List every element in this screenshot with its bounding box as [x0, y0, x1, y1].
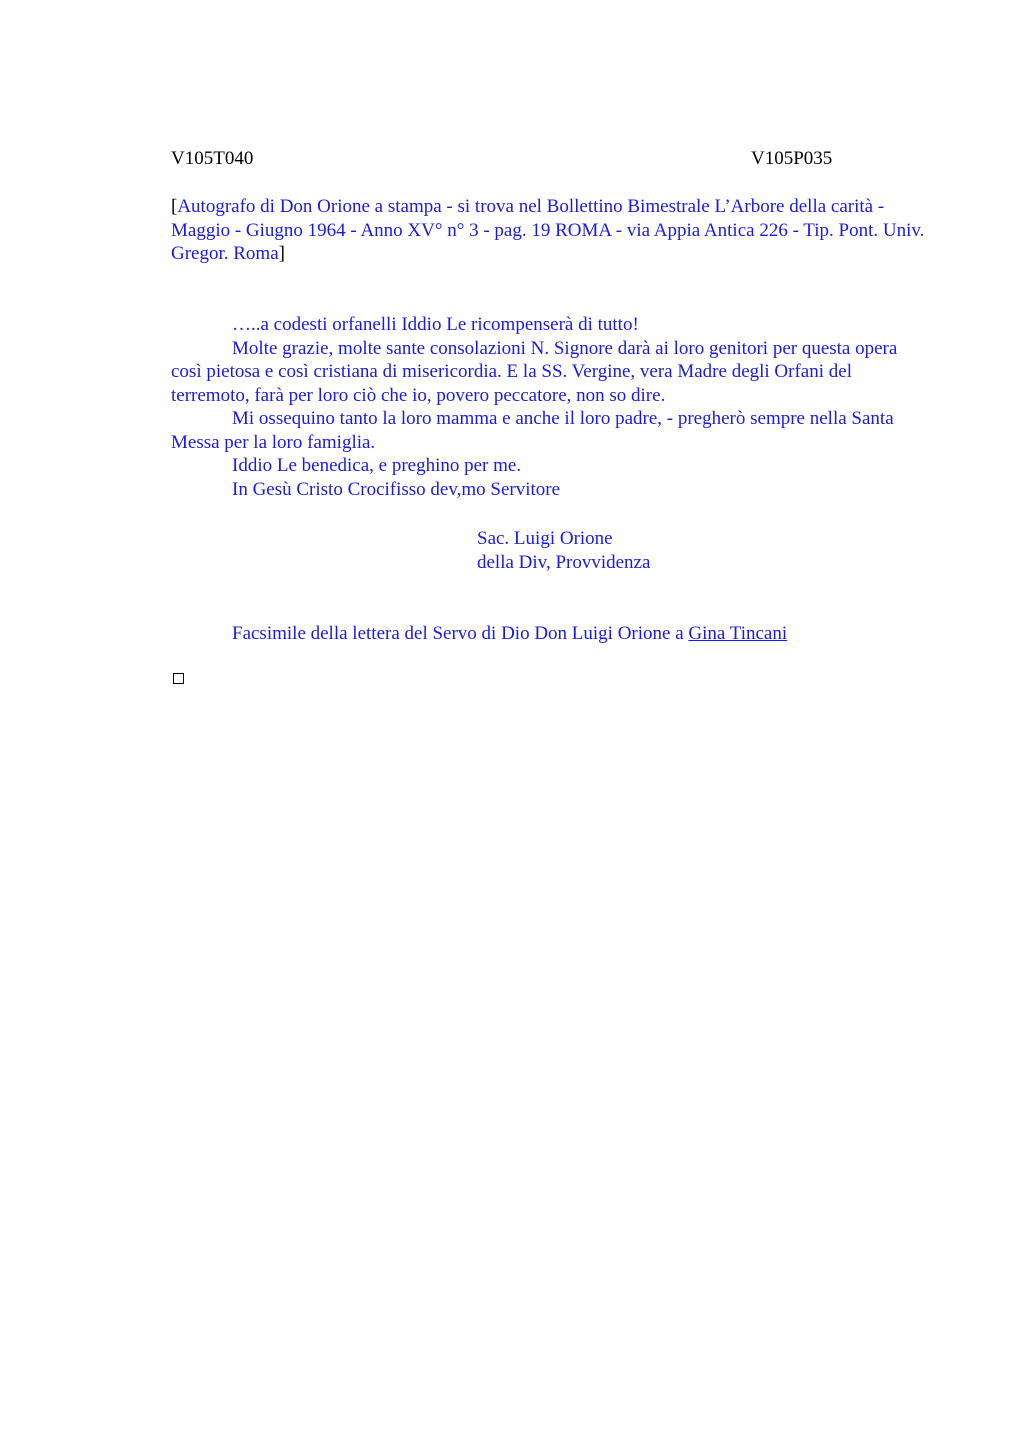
- facsimile-caption: [232, 622, 787, 646]
- document-code-left: V105T040: [171, 148, 254, 169]
- letter-paragraph: Mi ossequino tanto la loro mamma e anche il loro padre, - pregherò sempre nella Santa Messa per la loro famiglia.: [171, 408, 894, 453]
- source-close-bracket: ]: [278, 243, 285, 264]
- letter-paragraph: Molte grazie, molte sante consolazioni N. Signore darà ai loro genitori per questa opera così pietosa e così cristiana di misericordia. E la SS. Vergine, vera Madre degli Orfani del terremoto, farà per loro ciò che io, povero peccatore, non so dire.: [171, 337, 898, 406]
- caption-text: Facsimile della lettera del Servo di Dio Don Luigi Orione a: [232, 623, 689, 644]
- letter-body: [171, 313, 911, 501]
- document-code-right: V105P035: [751, 148, 833, 169]
- signature-title: della Div, Provvidenza: [477, 551, 651, 573]
- letter-paragraph: In Gesù Cristo Crocifisso dev,mo Servitore: [232, 478, 561, 500]
- source-note: [171, 195, 931, 266]
- recipient-link[interactable]: Gina Tincani: [688, 623, 788, 644]
- signature-block: [477, 527, 650, 574]
- source-open-bracket: [: [171, 196, 178, 217]
- source-text: Autografo di Don Orione a stampa - si trova nel Bollettino Bimestrale L’Arbore della carità - Maggio - Giugno 1964 - Anno XV° n° 3 - pag. 19 ROMA - via Appia Antica 226 - Tip. Pont. Univ. Gregor. Roma: [171, 196, 925, 264]
- signature-name: Sac. Luigi Orione: [477, 528, 613, 549]
- letter-paragraph: Iddio Le benedica, e preghino per me.: [232, 455, 522, 476]
- letter-paragraph: …..a codesti orfanelli Iddio Le ricompenserà di tutto!: [232, 314, 639, 335]
- checkbox[interactable]: [173, 673, 184, 684]
